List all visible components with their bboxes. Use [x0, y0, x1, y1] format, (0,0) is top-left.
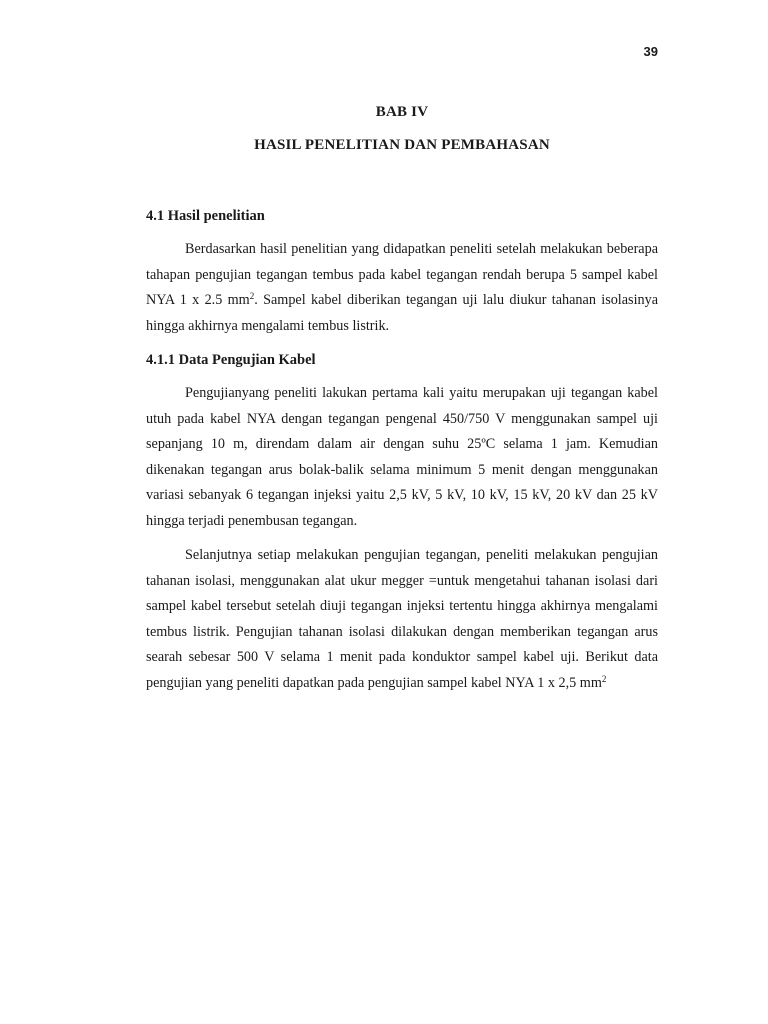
chapter-label: BAB IV [375, 104, 429, 120]
subsection-paragraph-2 [146, 543, 658, 697]
subsection-heading: 4.1.1 Data Pengujian Kabel [146, 352, 316, 368]
superscript: 2 [601, 673, 607, 684]
chapter-title: HASIL PENELITIAN DAN PEMBAHASAN [254, 137, 550, 153]
subsection-paragraph-1: Pengujianyang peneliti lakukan pertama kali yaitu merupakan uji tegangan kabel utuh pada kabel NYA dengan tegangan pengenal 450/750 V menggunakan sampel uji sepanjang 10 m, direndam dalam air dengan suhu 25ºC selama 1 jam. Kemudian dikenakan tegangan arus bolak-balik selama minimum 5 menit dengan menggunakan variasi sebanyak 6 tegangan injeksi yaitu 2,5 kV, 5 kV, 10 kV, 15 kV, 20 kV dan 25 kV hingga terjadi penembusan tegangan. [146, 385, 658, 529]
section-paragraph [146, 237, 658, 339]
superscript: 2 [249, 291, 255, 302]
paragraph-text: Berdasarkan hasil penelitian yang didapatkan peneliti setelah melakukan beberapa tahapan pengujian tegangan tembus pada kabel tegangan rendah berupa 5 sampel kabel NYA 1 x 2.5 mm [146, 241, 658, 309]
section-heading: 4.1 Hasil penelitian [146, 208, 265, 224]
paragraph-text: Selanjutnya setiap melakukan pengujian tegangan, peneliti melakukan pengujian tahanan isolasi, menggunakan alat ukur megger =untuk mengetahui tahanan isolasi dari sampel kabel tersebut setelah diuji tegangan injeksi tertentu hingga akhirnya mengalami tembus listrik. Pengujian tahanan isolasi dilakukan dengan memberikan tegangan arus searah sebesar 500 V selama 1 menit pada konduktor sampel kabel uji. Berikut data pengujian yang peneliti dapatkan pada pengujian sampel kabel NYA 1 x 2,5 mm [146, 547, 658, 691]
page-number: 39 [643, 44, 658, 59]
paragraph-text: . Sampel kabel diberikan tegangan uji lalu diukur tahanan isolasinya hingga akhirnya mengalami tembus listrik. [146, 292, 658, 334]
